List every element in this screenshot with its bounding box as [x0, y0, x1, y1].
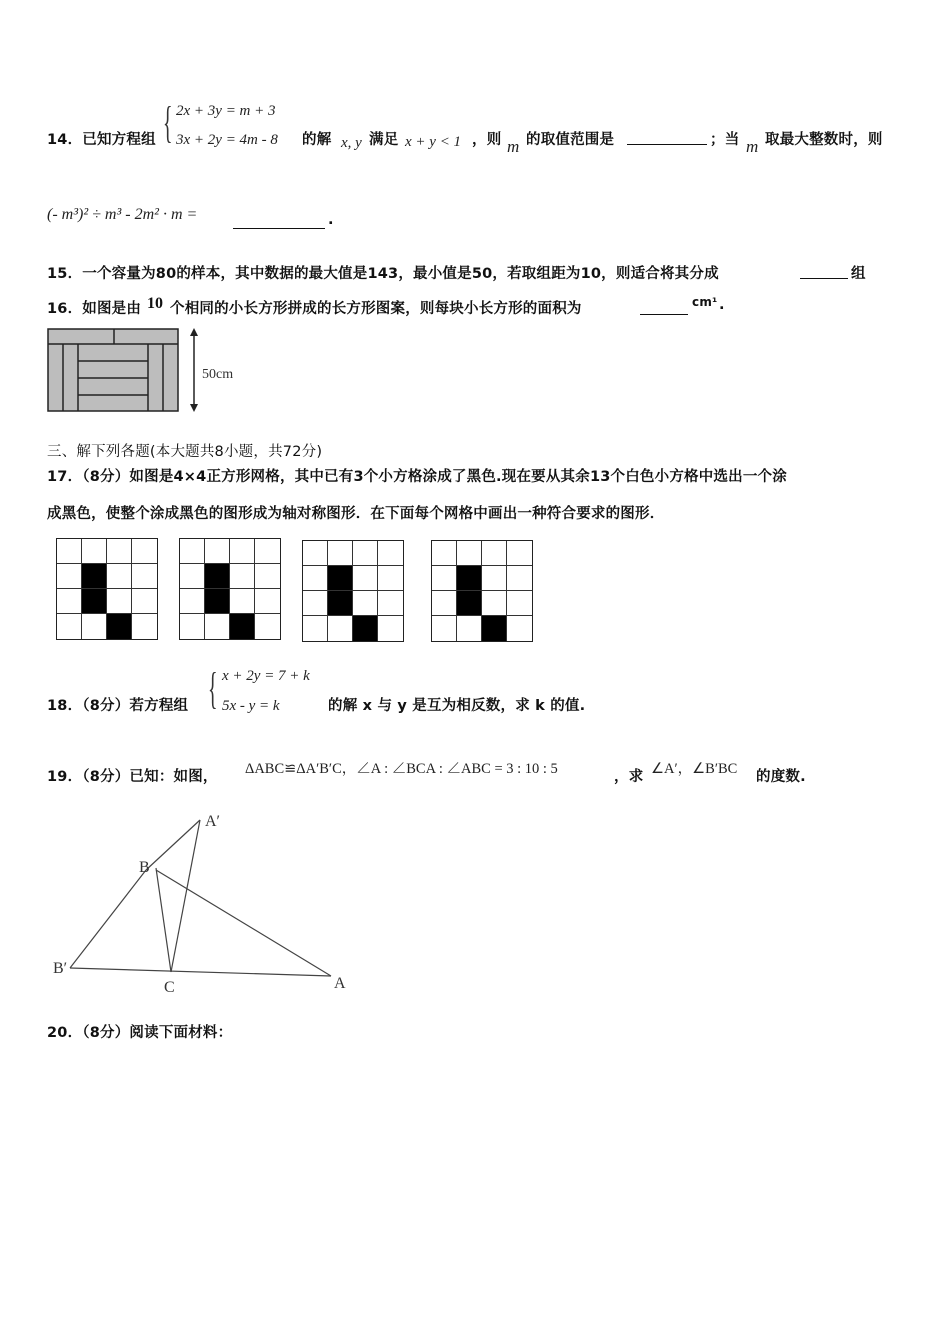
q16-blank — [640, 300, 688, 319]
q14-xy: x, y — [341, 135, 362, 151]
grid-cell-white[interactable] — [107, 589, 132, 614]
q19-triangle-figure — [50, 808, 360, 998]
grid-cell-black[interactable] — [457, 591, 482, 616]
q16-end: . — [719, 297, 725, 313]
grid-cell-white[interactable] — [255, 539, 280, 564]
q18-text: 的解 x 与 y 是互为相反数，求 k 的值. — [328, 698, 586, 714]
grid-cell-white[interactable] — [57, 614, 82, 639]
section-3-heading: 三、解下列各题(本大题共8小题，共72分) — [47, 444, 323, 460]
q14-text-2: 满足 — [369, 132, 399, 148]
arrow-head-up — [190, 328, 198, 336]
q14-eq2: 3x + 2y = 4m - 8 — [176, 132, 278, 148]
q16-text-1: 16．如图是由 — [47, 301, 142, 317]
grid-cell-white[interactable] — [303, 616, 328, 641]
grid-cell-white[interactable] — [378, 541, 403, 566]
segment-B-C — [156, 868, 171, 972]
q14-m-2: m — [746, 137, 759, 156]
grid-cell-black[interactable] — [328, 591, 353, 616]
grid-cell-black[interactable] — [107, 614, 132, 639]
point-A: A — [334, 975, 346, 992]
point-B: B — [139, 859, 150, 876]
grid-cell-black[interactable] — [353, 616, 378, 641]
q14-text-6: 取最大整数时，则 — [765, 132, 883, 148]
grid-cell-white[interactable] — [180, 614, 205, 639]
q19-angles: ∠A′，∠B′BC — [651, 761, 738, 777]
q16-rectangle-figure — [44, 326, 254, 416]
grid-cell-white[interactable] — [432, 566, 457, 591]
q14-label: 14．已知方程组 — [47, 132, 156, 148]
grid-cell-white[interactable] — [255, 589, 280, 614]
segment-B1-B — [70, 870, 146, 968]
q19-math: ΔABC≌ΔA′B′C，∠A : ∠BCA : ∠ABC = 3 : 10 : 5 — [245, 761, 558, 777]
q18-eq1: x + 2y = 7 + k — [222, 668, 310, 684]
grid-cell-white[interactable] — [230, 539, 255, 564]
q19-label: 19．（8分）已知：如图， — [47, 769, 218, 785]
q14-end: . — [328, 212, 334, 228]
grid-cell-white[interactable] — [507, 616, 532, 641]
grid-cell-black[interactable] — [205, 564, 230, 589]
grid-cell-white[interactable] — [205, 614, 230, 639]
grid-cell-white[interactable] — [353, 591, 378, 616]
grid-cell-white[interactable] — [132, 614, 157, 639]
grid-cell-white[interactable] — [255, 614, 280, 639]
q17-grid-1[interactable] — [56, 538, 158, 640]
q14-brace: { — [163, 98, 173, 147]
grid-cell-white[interactable] — [132, 564, 157, 589]
q16-unit: cm¹ — [692, 295, 718, 309]
grid-cell-white[interactable] — [57, 539, 82, 564]
q14-expression: (- m³)² ÷ m³ - 2m² · m = — [47, 206, 198, 223]
q15-text: 15．一个容量为80的样本，其中数据的最大值是143，最小值是50，若取组距为10，则适合将其分成 — [47, 266, 719, 282]
q16-number: 10 — [147, 295, 163, 312]
grid-cell-black[interactable] — [205, 589, 230, 614]
grid-cell-white[interactable] — [230, 589, 255, 614]
q14-blank-1 — [627, 130, 707, 149]
segment-B-A — [156, 870, 331, 976]
q14-text-1: 的解 — [302, 132, 332, 148]
dimension-label: 50cm — [202, 367, 234, 382]
grid-cell-white[interactable] — [303, 566, 328, 591]
grid-cell-white[interactable] — [507, 566, 532, 591]
q17-line-1: 17．（8分）如图是4×4正方形网格，其中已有3个小方格涂成了黑色.现在要从其余13个白色小方格中选出一个涂 — [47, 469, 787, 485]
grid-cell-black[interactable] — [457, 566, 482, 591]
q17-grid-2[interactable] — [179, 538, 281, 640]
grid-cell-white[interactable] — [432, 591, 457, 616]
q20-text: 20．（8分）阅读下面材料： — [47, 1025, 233, 1041]
grid-cell-white[interactable] — [205, 539, 230, 564]
q15-end: 组 — [851, 266, 866, 282]
grid-cell-white[interactable] — [57, 589, 82, 614]
grid-cell-white[interactable] — [457, 541, 482, 566]
grid-cell-white[interactable] — [482, 566, 507, 591]
grid-cell-white[interactable] — [132, 589, 157, 614]
q14-blank-2 — [233, 214, 325, 233]
grid-cell-white[interactable] — [82, 539, 107, 564]
q14-eq1: 2x + 3y = m + 3 — [176, 103, 276, 119]
grid-cell-white[interactable] — [378, 566, 403, 591]
grid-cell-white[interactable] — [507, 591, 532, 616]
q18-label: 18．（8分）若方程组 — [47, 698, 189, 714]
grid-cell-white[interactable] — [432, 616, 457, 641]
grid-cell-black[interactable] — [328, 566, 353, 591]
segment-B1-A — [70, 968, 331, 976]
grid-cell-black[interactable] — [82, 589, 107, 614]
grid-cell-white[interactable] — [180, 564, 205, 589]
grid-cell-black[interactable] — [482, 616, 507, 641]
grid-cell-white[interactable] — [507, 541, 532, 566]
grid-cell-white[interactable] — [180, 589, 205, 614]
grid-cell-white[interactable] — [303, 541, 328, 566]
grid-cell-white[interactable] — [353, 541, 378, 566]
grid-cell-white[interactable] — [107, 539, 132, 564]
grid-cell-white[interactable] — [303, 591, 328, 616]
grid-cell-white[interactable] — [82, 614, 107, 639]
q19-text-2: 的度数. — [756, 769, 806, 785]
grid-cell-white[interactable] — [328, 541, 353, 566]
q17-line-2: 成黑色，使整个涂成黑色的图形成为轴对称图形．在下面每个网格中画出一种符合要求的图形． — [47, 506, 665, 522]
grid-cell-white[interactable] — [107, 564, 132, 589]
grid-cell-white[interactable] — [457, 616, 482, 641]
q14-text-4: 的取值范围是 — [526, 132, 615, 148]
grid-cell-black[interactable] — [82, 564, 107, 589]
grid-cell-white[interactable] — [180, 539, 205, 564]
q17-grid-4[interactable] — [431, 540, 533, 642]
q18-eq2: 5x - y = k — [222, 698, 280, 714]
grid-cell-white[interactable] — [230, 564, 255, 589]
grid-cell-white[interactable] — [57, 564, 82, 589]
grid-cell-white[interactable] — [432, 541, 457, 566]
grid-cell-black[interactable] — [230, 614, 255, 639]
point-A-prime: A′ — [205, 813, 221, 830]
outer-rectangle — [48, 329, 178, 411]
q19-text-1: ，求 — [614, 769, 644, 785]
grid-cell-white[interactable] — [132, 539, 157, 564]
grid-cell-white[interactable] — [482, 541, 507, 566]
grid-cell-white[interactable] — [378, 591, 403, 616]
q15-blank — [800, 264, 848, 283]
q14-text-5: ；当 — [710, 132, 740, 148]
point-B-prime: B′ — [53, 960, 68, 977]
grid-cell-white[interactable] — [378, 616, 403, 641]
grid-cell-white[interactable] — [482, 591, 507, 616]
q14-m-1: m — [507, 137, 520, 156]
q17-grid-3[interactable] — [302, 540, 404, 642]
q16-text-2: 个相同的小长方形拼成的长方形图案，则每块小长方形的面积为 — [170, 301, 582, 317]
q14-text-3: ，则 — [472, 132, 502, 148]
q18-brace: { — [208, 664, 218, 713]
q14-condition: x + y < 1 — [405, 134, 462, 150]
arrow-head-down — [190, 404, 198, 412]
point-C: C — [164, 979, 175, 996]
grid-cell-white[interactable] — [255, 564, 280, 589]
grid-cell-white[interactable] — [328, 616, 353, 641]
grid-cell-white[interactable] — [353, 566, 378, 591]
